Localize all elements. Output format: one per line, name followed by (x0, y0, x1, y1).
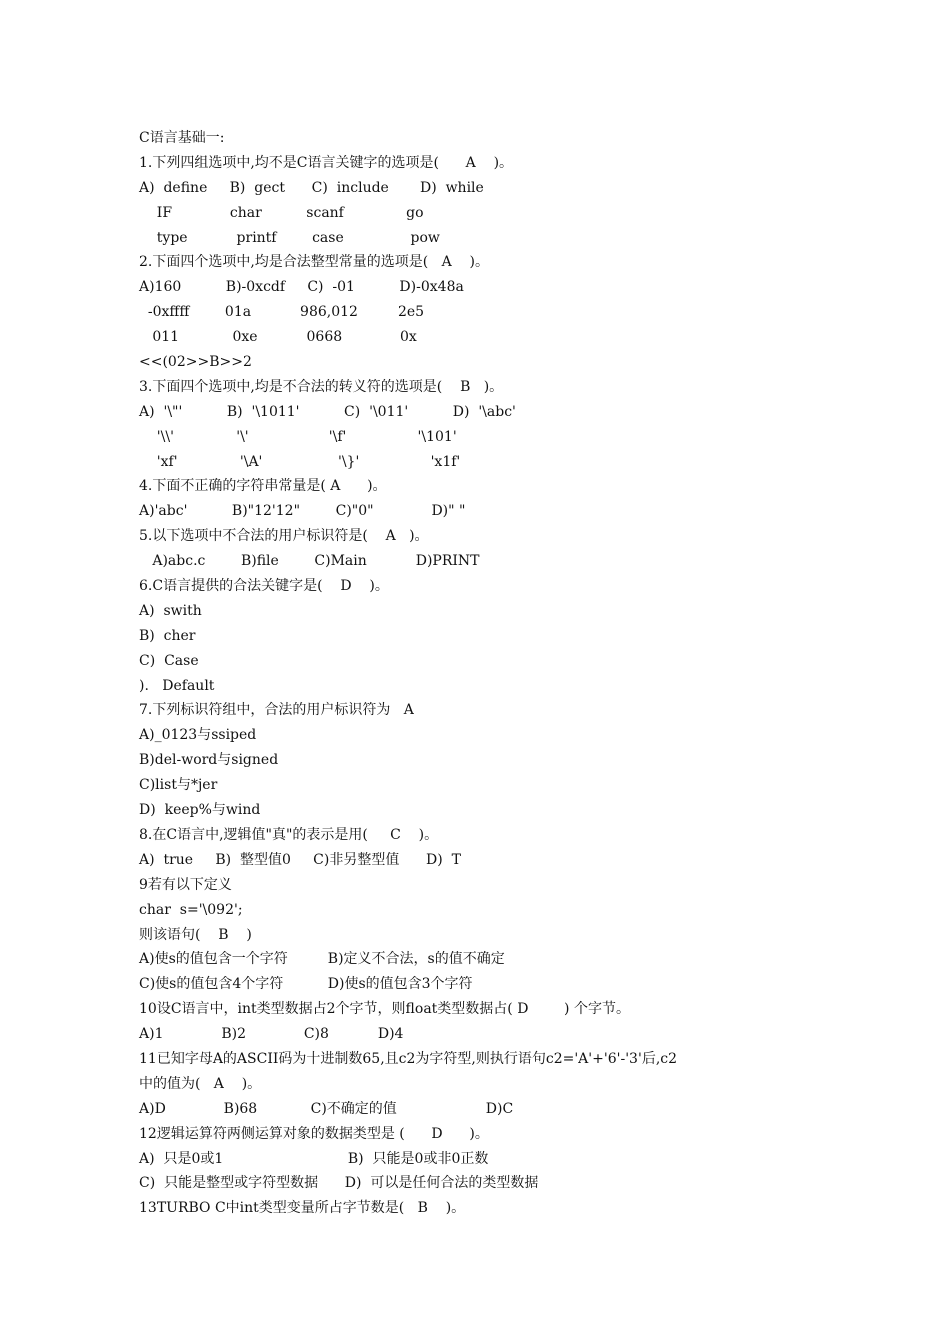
text-line: A)abc.c B)file C)Main D)PRINT (139, 553, 480, 570)
text-line: 5.以下选项中不合法的用户标识符是( A )。 (139, 528, 429, 545)
text-line: A)D B)68 C)不确定的值 D)C (139, 1100, 514, 1117)
text-line: 11已知字母A的ASCII码为十进制数65,且c2为字符型,则执行语句c2='A'+'6'-'3'后,c2 (139, 1050, 678, 1067)
text-line: 7.下列标识符组中，合法的用户标识符为 A (139, 702, 414, 719)
text-line: '\\' '\' '\f' '\101' (139, 428, 457, 445)
text-line: A)使s的值包含一个字符 B)定义不合法，s的值不确定 (139, 951, 505, 968)
text-line: 011 0xe 0668 0x (139, 329, 417, 346)
text-line: A) define B) gect C) include D) while (139, 179, 484, 196)
text-line: 13TURBO C中int类型变量所占字节数是( B )。 (139, 1200, 466, 1217)
text-line: 6.C语言提供的合法关键字是( D )。 (139, 578, 389, 595)
document-body (139, 126, 839, 1221)
text-line: A) '\"' B) '\1011' C) '\011' D) '\abc' (139, 403, 516, 420)
text-line: <<(02>>B>>2 (139, 354, 252, 371)
text-line: B)del-word与signed (139, 752, 279, 769)
text-line: C语言基础一: (139, 130, 225, 146)
text-line: A)160 B)-0xcdf C) -01 D)-0x48a (139, 279, 464, 296)
text-line: 2.下面四个选项中,均是合法整型常量的选项是( A )。 (139, 254, 489, 271)
text-line: A) 只是0或1 B) 只能是0或非0正数 (139, 1150, 489, 1167)
text-line: 'xf' '\A' '\}' 'x1f' (139, 453, 461, 470)
text-line: -0xffff 01a 986,012 2e5 (139, 304, 425, 321)
text-line: ). Default (139, 677, 215, 694)
text-line: C) Case (139, 652, 199, 669)
text-line: B) cher (139, 627, 196, 644)
text-line: A)1 B)2 C)8 D)4 (139, 1026, 404, 1043)
text-line: 8.在C语言中,逻辑值"真"的表示是用( C )。 (139, 826, 439, 843)
text-line: 10设C语言中，int类型数据占2个字节，则float类型数据占( D ) 个字节。 (139, 1001, 630, 1018)
text-line: 中的值为( A )。 (139, 1075, 262, 1092)
text-line: type printf case pow (139, 229, 440, 246)
text-line: IF char scanf go (139, 204, 424, 221)
text-line: 1.下列四组选项中,均不是C语言关键字的选项是( A )。 (139, 154, 514, 171)
text-line: C) 只能是整型或字符型数据 D) 可以是任何合法的类型数据 (139, 1175, 539, 1192)
text-line: A)'abc' B)"12'12" C)"0" D)" " (139, 503, 466, 520)
text-line: D) keep%与wind (139, 802, 261, 819)
text-line: 则该语句( B ) (139, 926, 252, 943)
text-line: A) true B) 整型值0 C)非另整型值 D) T (139, 851, 461, 868)
text-line: 12逻辑运算符两侧运算对象的数据类型是 ( D )。 (139, 1125, 489, 1142)
text-line: A)_0123与ssiped (139, 727, 257, 744)
text-line: C)list与*jer (139, 777, 218, 794)
text-line: char s='\092'; (139, 901, 243, 918)
text-line: A) swith (139, 602, 202, 619)
text-line: C)使s的值包含4个字符 D)使s的值包含3个字符 (139, 976, 473, 993)
text-line: 4.下面不正确的字符串常量是( A )。 (139, 478, 387, 495)
text-line: 9若有以下定义 (139, 876, 232, 893)
text-line: 3.下面四个选项中,均是不合法的转义符的选项是( B )。 (139, 378, 504, 395)
